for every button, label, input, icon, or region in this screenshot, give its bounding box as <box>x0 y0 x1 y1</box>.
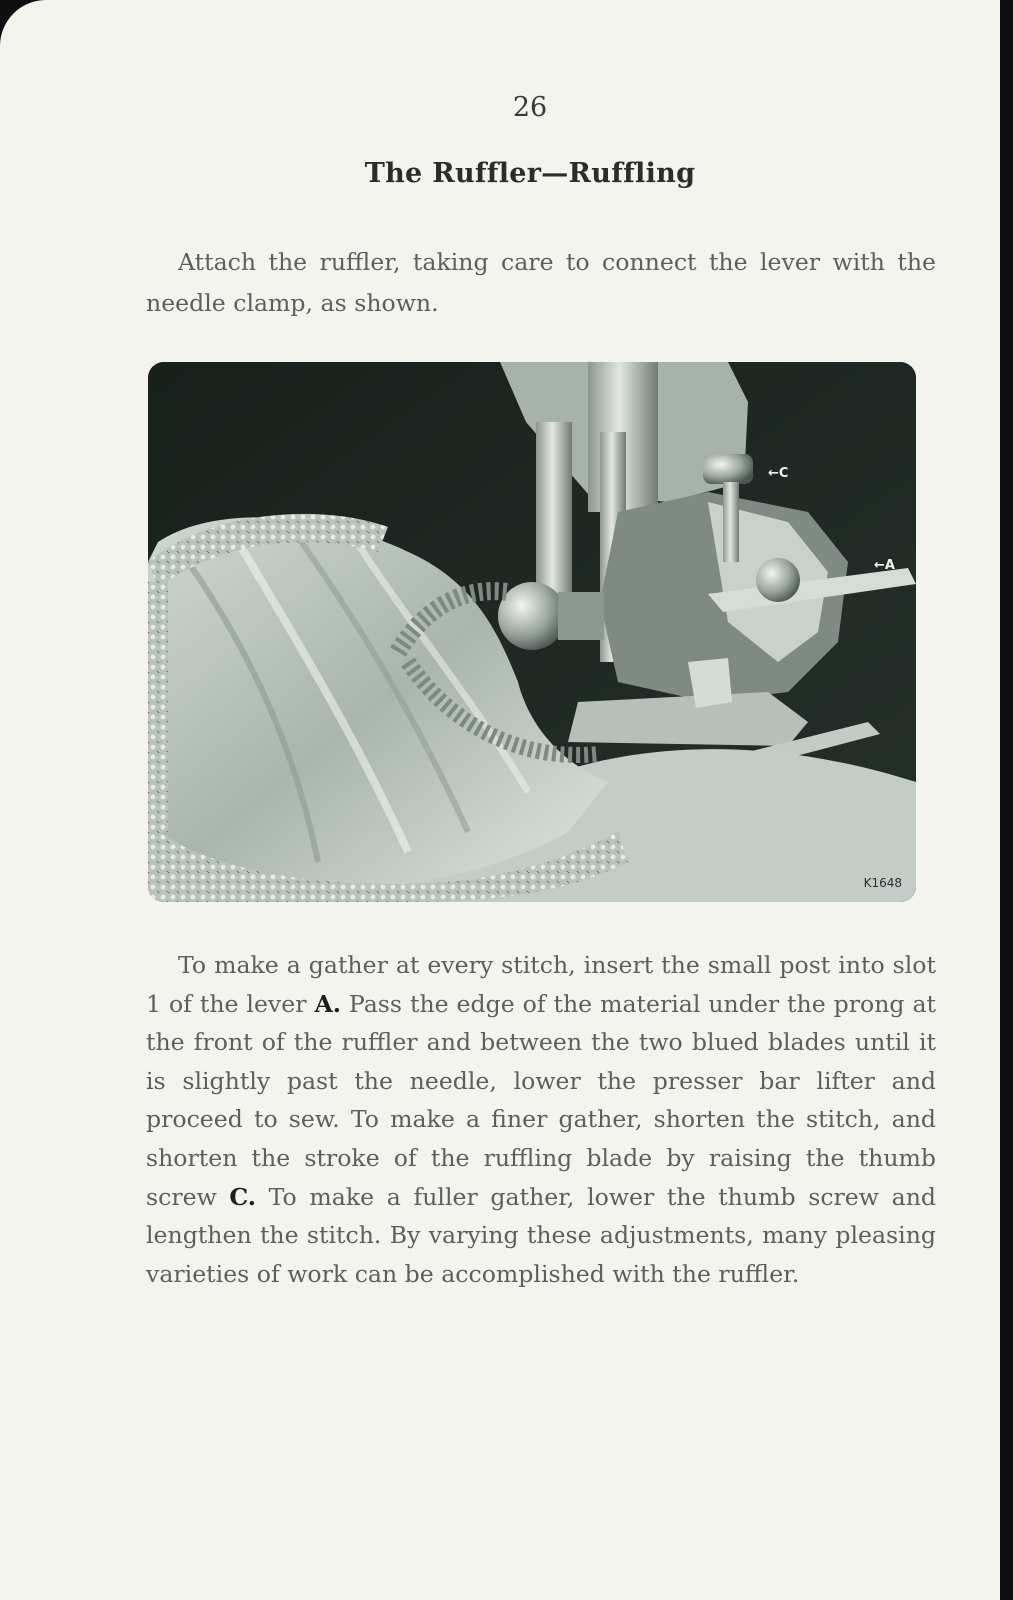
callout-a-label: ←A <box>874 558 895 573</box>
ruffler-photograph <box>148 362 916 902</box>
instructions-text-3: To make a fuller gather, lower the thumb screw and lengthen the stitch. By varying these adjustments, many pleasing varieties of work can be accomplished with the ruffler. <box>146 1182 936 1288</box>
intro-paragraph: Attach the ruffler, taking care to connect the lever with the needle clamp, as shown. <box>146 248 936 317</box>
thumb-screw-c-reference: C. <box>229 1182 256 1211</box>
page-title: The Ruffler—Ruffling <box>364 158 696 189</box>
callout-c-label: ←C <box>768 466 789 481</box>
lever-a-reference: A. <box>314 989 341 1018</box>
instructions-text-2: Pass the edge of the material under the prong at the front of the ruffler and between the two blued blades until it is slightly past the needle, lower the presser bar lifter and proceed to sew. To make a finer gather, shorten the stitch, and shorten the stroke of the ruffling blade by raising the thumb screw <box>146 989 936 1211</box>
ruffler-illustration <box>148 362 916 902</box>
instructions-paragraph <box>146 946 936 1293</box>
page-number: 26 <box>512 92 548 123</box>
instructions-text-1: To make a gather at every stitch, insert the small post into slot 1 of the lever <box>146 951 936 1018</box>
figure-code: K1648 <box>863 876 902 890</box>
